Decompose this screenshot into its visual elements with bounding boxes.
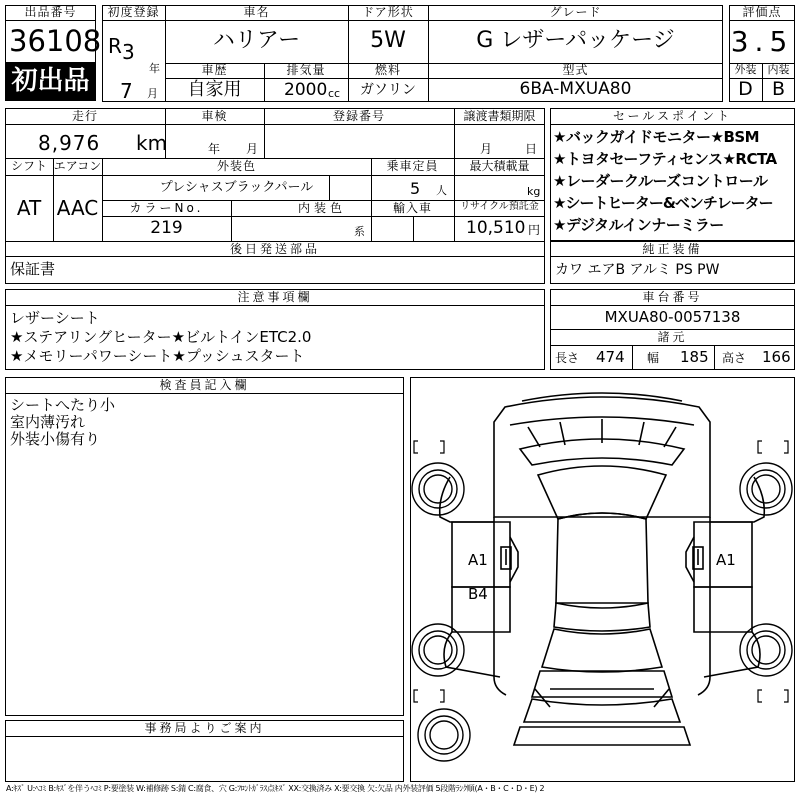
first-reg-month-unit: 月: [147, 87, 158, 100]
dims-label: 諸元: [657, 330, 688, 344]
damage-mark-left-rear-door: B4: [468, 585, 488, 603]
lot-number: 36108: [9, 24, 102, 58]
rear-right-wheel-icon: [740, 624, 792, 676]
displacement-unit: cc: [328, 87, 341, 100]
sales-point-item: ★シートヒーター&ベンチレーター: [553, 194, 773, 212]
height-label: 高さ: [722, 351, 747, 365]
car-damage-diagram: [410, 377, 794, 782]
ext-color-label: 外装色: [216, 159, 256, 173]
later-parts: 保証書: [10, 260, 56, 278]
sales-point-item: ★トヨタセーフティセンス★RCTA: [553, 150, 777, 168]
int-color-label: 内装色: [297, 201, 346, 215]
inspector-line: 室内薄汚れ: [10, 413, 86, 431]
aircon: AAC: [56, 196, 99, 220]
color-no: 219: [150, 218, 183, 238]
damage-mark-left-front-door: A1: [468, 551, 488, 569]
int-color-unit: 系: [354, 225, 365, 238]
inspector-line: 外装小傷有り: [10, 430, 101, 448]
length-value: 474: [596, 348, 625, 366]
model-label: 型式: [562, 63, 589, 77]
right-rear-door-outline-icon: [694, 587, 752, 632]
max-load-unit: kg: [527, 185, 541, 198]
mileage-label: 走行: [71, 109, 98, 123]
first-reg-month: 7: [120, 79, 133, 103]
first-listing-badge: 初出品: [11, 66, 90, 96]
grade: G レザーパッケージ: [476, 28, 675, 53]
capacity-unit: 人: [436, 184, 447, 197]
later-parts-label: 後日発送部品: [229, 242, 320, 256]
car-name: ハリアー: [212, 28, 301, 53]
transfer-month-unit: 月: [480, 142, 493, 156]
inspection-label: 車検: [201, 109, 228, 123]
notes-line: ★メモリーパワーシート★プッシュスタート: [10, 347, 305, 365]
first-reg-year: 3: [122, 40, 135, 64]
lot-number-label: 出品番号: [24, 5, 77, 19]
width-label: 幅: [647, 351, 660, 365]
equipment: カワ エアB アルミ PS PW: [555, 262, 720, 278]
chassis-number: MXUA80-0057138: [604, 308, 741, 326]
first-reg-label: 初度登録: [107, 5, 160, 19]
ext-color: プレシャスブラックパール: [159, 180, 314, 195]
fuel-label: 燃料: [374, 63, 401, 77]
recycle-label: リサイクル預託金: [460, 201, 539, 212]
inspector-line: シートへたり小: [10, 396, 116, 414]
recycle-fee: 10,510: [466, 218, 526, 238]
inspector-label: 検査員記入欄: [159, 378, 250, 392]
first-reg-era: R: [108, 34, 122, 58]
width-value: 185: [680, 348, 709, 366]
mileage-unit: km: [136, 131, 168, 155]
transfer-docs-label: 譲渡書類期限: [463, 109, 536, 123]
displacement: 2000: [284, 80, 328, 100]
interior-label: 内装: [767, 63, 790, 76]
score-label: 評価点: [742, 5, 782, 19]
sales-points-label: セールスポイント: [613, 109, 732, 123]
aircon-label: エアコン: [53, 159, 102, 173]
model-code: 6BA-MXUA80: [519, 79, 632, 99]
shift-label: シフト: [10, 159, 47, 173]
history: 自家用: [187, 79, 242, 100]
color-no-label: カラーNo.: [129, 201, 204, 215]
inspection-month-unit: 月: [246, 142, 259, 156]
height-value: 166: [762, 348, 791, 366]
legend: A:ｷｽﾞ U:ﾍｺﾐ B:ｷｽﾞを伴うﾍｺﾐ P:要塗装 W:補修跡 S:錆 C:腐食、穴 G:ﾌﾛﾝﾄｶﾞﾗｽ点ｷｽﾞ XX:交換済み X:要交換 欠:欠品 内外装評価 5段階ﾗﾝｸ順(A・B・C・D・E) 2: [6, 784, 545, 793]
spare-wheel-icon: [418, 709, 470, 761]
car-name-label: 車名: [243, 5, 270, 19]
sales-point-item: ★レーダークルーズコントロール: [553, 172, 768, 190]
front-right-wheel-icon: [740, 463, 792, 515]
max-load-label: 最大積載量: [469, 159, 530, 173]
notes-label: 注意事項欄: [237, 290, 313, 304]
mileage: 8,976: [38, 131, 101, 155]
sales-point-item: ★バックガイドモニター★BSM: [553, 128, 760, 146]
notes-line: レザーシート: [10, 309, 100, 327]
door-label: ドア形状: [362, 5, 414, 19]
recycle-unit: 円: [528, 223, 541, 237]
capacity: 5: [410, 179, 421, 198]
equipment-label: 純正装備: [642, 242, 703, 256]
exterior-grade: D: [738, 78, 753, 100]
door-type: 5W: [370, 28, 406, 53]
notes-line: ★ステアリングヒーター★ビルトインETC2.0: [10, 328, 312, 346]
sales-point-item: ★デジタルインナーミラー: [553, 216, 724, 234]
length-label: 長さ: [555, 351, 580, 365]
interior-grade: B: [771, 78, 786, 100]
score: 3.5: [730, 25, 794, 58]
front-left-wheel-icon: [412, 463, 464, 515]
exterior-label: 外装: [734, 63, 757, 76]
grade-label: グレード: [549, 5, 602, 19]
office-label: 事務局よりご案内: [144, 721, 265, 735]
displacement-label: 排気量: [286, 63, 326, 77]
reg-no-label: 登録番号: [332, 109, 385, 123]
import-label: 輸入車: [392, 201, 432, 215]
chassis-label: 車台番号: [642, 290, 703, 304]
first-reg-year-unit: 年: [149, 62, 160, 75]
rear-left-wheel-icon: [412, 624, 464, 676]
inspection-year-unit: 年: [208, 142, 221, 156]
history-label: 車歴: [201, 63, 228, 77]
fuel: ガソリン: [360, 82, 416, 98]
transfer-day-unit: 日: [525, 142, 538, 156]
shift: AT: [16, 196, 42, 220]
damage-mark-right-front-door: A1: [716, 551, 736, 569]
capacity-label: 乗車定員: [386, 159, 439, 173]
